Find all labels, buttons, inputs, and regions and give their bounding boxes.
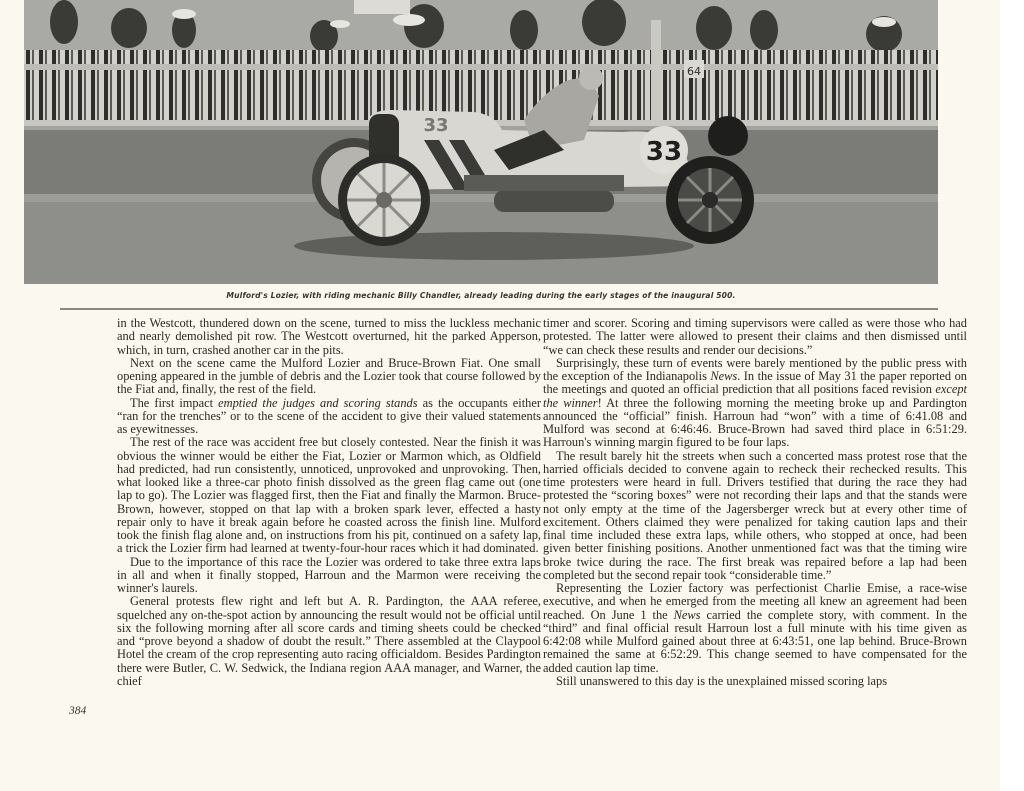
emphasis-text: News [710,369,738,383]
photo-caption: Mulford's Lozier, with riding mechanic Billy Chandler, already leading during the early stages of the inaugural 500. [226,291,736,300]
emphasis-text: News [673,607,701,622]
paragraph: Due to the importance of this race the Lozier was ordered to take three extra laps in all and when it finally stopped, Harroun and the Marmon were receiving the winner's laurels. [117,554,541,595]
paragraph [543,357,967,450]
paragraph: The rest of the race was accident free but closely contested. Near the finish it was obvious the winner would be either the Fiat, Lozier or Marmon which, as Oldfield had predicted, had run consistently, unnoticed, unprovoked and unprovoking. Then, what looked like a three-car photo finish dissolved as the green flag came out (one lap to go). The Lozier was flagged first, then the Fiat and finally the Marmon. Bruce-Brown, however, stopped on that lap with a broken spark lever, effected a hasty repair only to have it break again before he coasted across the finish line. Mulford took the finish flag alone and, on instructions from his pit, continued on a safety lap, a trick the Lozier firm had learned at twenty-four-hour races which it had dominated. [117,435,541,556]
paragraph: timer and scorer. Scoring and timing supervisors were called as were those who had protested. The latter were allowed to present their claims and then dismissed until “we can check these results and render our decisions.” [543,316,967,357]
race-car-photo [24,0,938,284]
emphasis-text: except the winner [543,382,967,410]
caption-rule [60,308,938,310]
text-run: . In the issue of May 31 the paper reported on the meetings and quoted an official prediction that all positions faced revision [543,369,967,397]
paragraph [543,582,967,675]
svg-text:33: 33 [645,137,683,167]
text-run: Surprisingly, these turn of events were barely mentioned by the public press with the exception of the Indianapolis [543,355,967,383]
text-run: as the occupants either “ran for the trenches” or to the scene of the accident to give their valued statements as eyewitnesses. [117,395,542,436]
emphasis-text: emptied the judges and scoring stands [218,395,418,410]
svg-text:64: 64 [687,65,701,78]
race-car-illustration [24,0,938,284]
page-edge [1000,0,1024,791]
paragraph: General protests flew right and left but A. R. Pardington, the AAA referee, squelched any on-the-spot action by announcing the result would not be official until six the following morning after all score cards and timing sheets could be checked and “prove beyond a shadow of doubt the result.” There assembled at the Claypool Hotel the cream of the crop representing auto racing officialdom. Besides Pardington there were Butler, C. W. Sedwick, the Indiana region AAA manager, and Warner, the chief [117,594,541,688]
right-column [543,317,967,688]
paragraph: Next on the scene came the Mulford Lozier and Bruce-Brown Fiat. One small opening appeared in the jumble of debris and the Lozier took that course followed by the Fiat and, finally, the rest of the field. [117,355,541,397]
svg-text:33: 33 [423,115,449,136]
left-column [117,317,541,688]
paragraph: in the Westcott, thundered down on the scene, turned to miss the luckless mechanic and nearly demolished pit row. The Westcott overturned, hit the parked Apperson, which, in turn, crashed another car in the pits. [117,316,541,357]
text-run: ! At three the following morning the meeting broke up and Pardington announced the “official” finish. Harroun had “won” with a time of 6:41.08 and Mulford was second at 6:46:46. Bruce-Brown had saved third place in 6:51:29. Harroun's winning margin figured to be four laps. [543,395,967,450]
paragraph: Still unanswered to this day is the unexplained missed scoring laps [556,673,888,688]
text-run: The first impact [130,395,219,410]
paragraph: The result barely hit the streets when such a concerted mass protest rose that the harried officials decided to convene again to recheck their rechecked results. This time protesters were heard in full. Drivers testified that during the race they had protested the “scoring boxes” were not recording their laps and that the stands were not only empty at the time of the Jagersberger wreck but at every other time of excitement. Others claimed they were penalized for taking caution laps and their final time included these extra laps, while others, who stopped at once, had been given better finishing positions. Another unmentioned fact was that the timing wire broke twice during the race. The first break was repaired before a lap had been completed but the second repair took “considerable time.” [543,448,967,582]
paragraph [117,397,541,437]
page-number: 384 [69,705,87,717]
text-run: Representing the Lozier factory was perfectionist Charlie Emise, a race-wise executive, and when he emerged from the meeting all knew an agreement had been reached. On June 1 the [543,581,967,622]
text-run: carried the complete story, with comment. In the “third” and final official result Harroun lost a full minute with his time given as 6:42:08 while Mulford gained about three at 6:43:51, one lap behind. Bruce-Brown remained the same at 6:52:29. This change seemed to have compensated for the added caution lap time. [543,607,967,675]
